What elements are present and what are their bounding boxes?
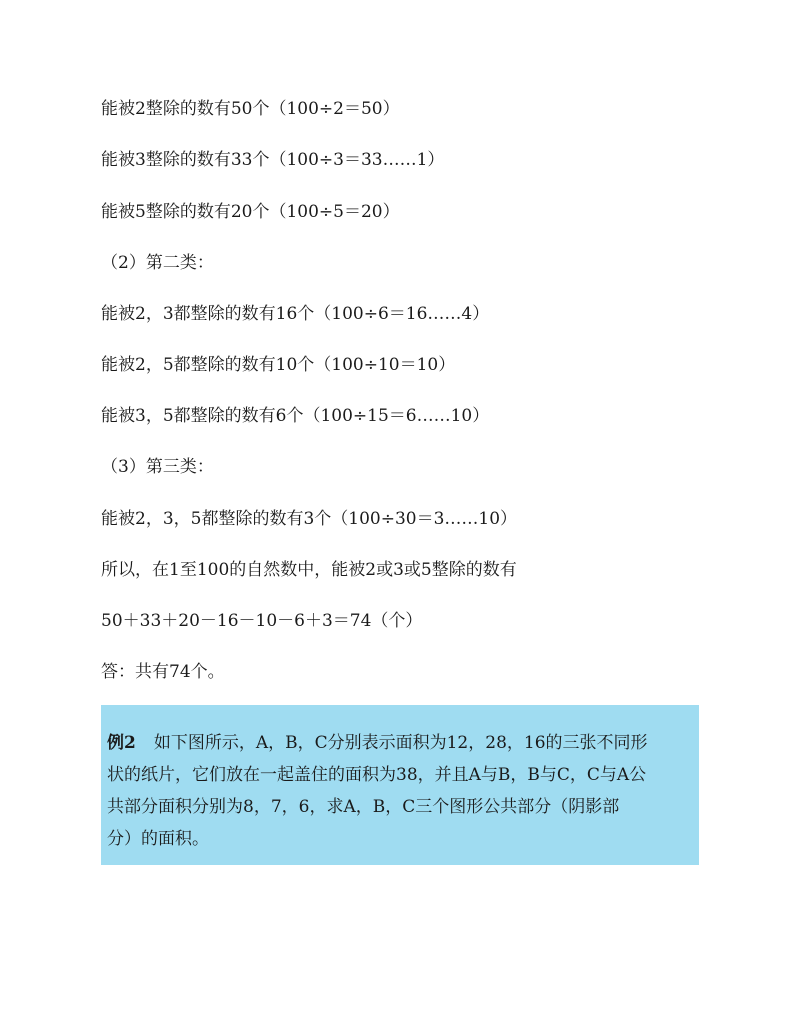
text-line-calculation: 50＋33＋20－16－10－6＋3＝74（个） <box>101 611 423 631</box>
example-label: 例2 <box>107 733 136 753</box>
text-line-conclusion: 所以，在1至100的自然数中，能被2或3或5整除的数有 <box>101 560 517 580</box>
text-line-divisible-by-3: 能被3整除的数有33个（100÷3＝33……1） <box>101 150 445 170</box>
example-line-4: 分）的面积。 <box>107 829 209 849</box>
section-heading-second-category: （2）第二类： <box>101 253 214 273</box>
text-line-divisible-by-3-and-5: 能被3，5都整除的数有6个（100÷15＝6……10） <box>101 406 490 426</box>
text-line-divisible-by-2: 能被2整除的数有50个（100÷2＝50） <box>101 99 400 119</box>
text-line-divisible-by-2-and-5: 能被2，5都整除的数有10个（100÷10＝10） <box>101 355 456 375</box>
text-line-divisible-by-2-and-3: 能被2，3都整除的数有16个（100÷6＝16……4） <box>101 304 490 324</box>
example-line-3: 共部分面积分别为8，7，6，求A，B，C三个图形公共部分（阴影部 <box>107 797 620 817</box>
example-line-2: 状的纸片，它们放在一起盖住的面积为38，并且A与B，B与C，C与A公 <box>107 765 647 785</box>
section-heading-third-category: （3）第三类： <box>101 457 214 477</box>
text-line-divisible-by-2-3-5: 能被2，3，5都整除的数有3个（100÷30＝3……10） <box>101 509 518 529</box>
text-line-answer: 答：共有74个。 <box>101 662 225 682</box>
example-line-1-text: 如下图所示，A，B，C分别表示面积为12，28，16的三张不同形 <box>153 733 648 753</box>
example-2-text <box>107 727 695 855</box>
example-2-box <box>101 705 699 865</box>
example-line-1 <box>107 727 695 759</box>
text-line-divisible-by-5: 能被5整除的数有20个（100÷5＝20） <box>101 202 400 222</box>
